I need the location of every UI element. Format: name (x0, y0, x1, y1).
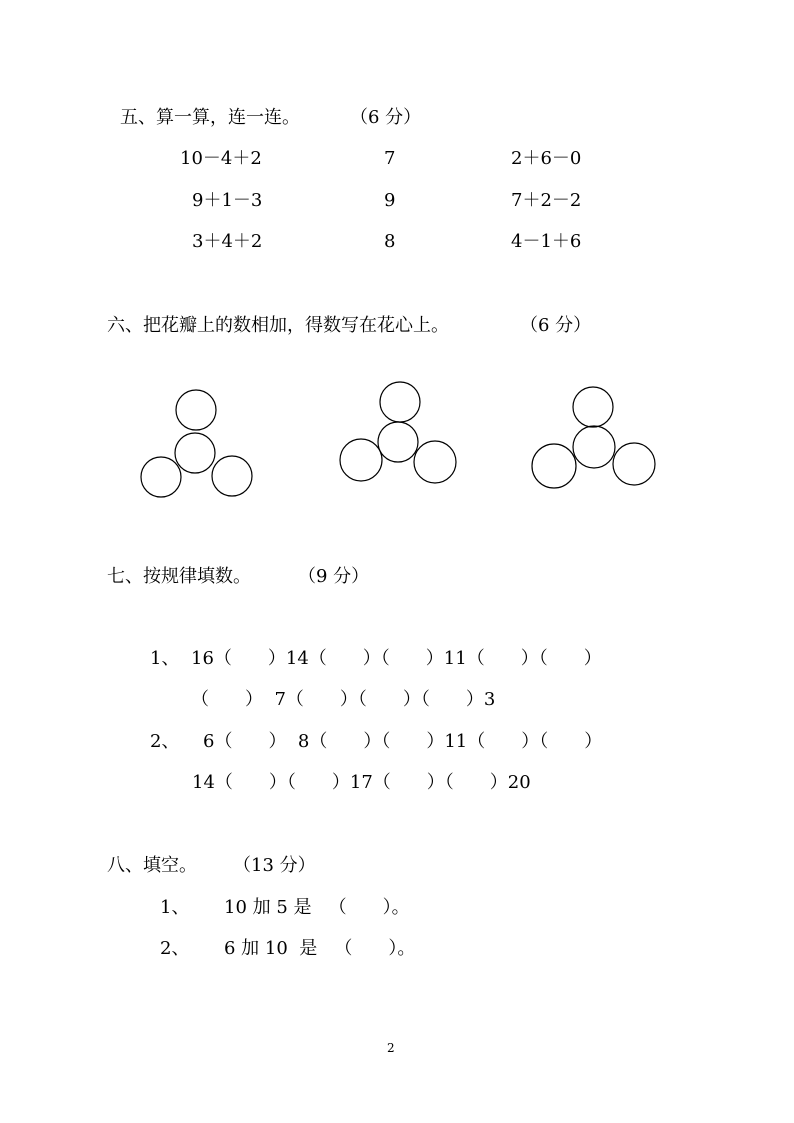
flower-3-petal-top[interactable] (573, 387, 613, 427)
section7-q2-number: 2、 (150, 731, 180, 752)
page-number: 2 (387, 1041, 395, 1055)
flower-2-petal-top[interactable] (380, 382, 420, 422)
section8-heading: 八、填空。 (107, 855, 197, 876)
section7-q2-line2[interactable]: 14（ ）（ ）17（ ）（ ）20 (192, 772, 531, 793)
flower-2-petal-right[interactable] (414, 441, 456, 483)
section5-left-expr-3: 3＋4＋2 (192, 231, 263, 252)
section7-q2-line1[interactable]: 6（ ） 8（ ）（ ）11（ ）（ ） (203, 731, 603, 752)
section5-right-expr-3: 4－1＋6 (511, 231, 582, 252)
section7-q1-line2[interactable]: （ ） 7（ ）（ ）（ ）3 (191, 689, 496, 710)
section5-heading: 五、算一算，连一连。 (120, 107, 300, 128)
section7-q1-line1[interactable]: 16（ ）14（ ）（ ）11（ ）（ ） (191, 648, 602, 669)
flower-1-center[interactable] (175, 433, 215, 473)
section5-middle-answer-2: 9 (384, 190, 396, 211)
flower-3-petal-left[interactable] (532, 444, 576, 488)
section7-heading: 七、按规律填数。 (107, 566, 251, 587)
section6-score: （6 分） (520, 315, 592, 336)
flower-1-petal-right[interactable] (212, 456, 252, 496)
section8-q2-text[interactable]: 6 加 10 是 （ ）。 (224, 938, 416, 959)
flower-1-petal-left[interactable] (141, 457, 181, 497)
section8-score: （13 分） (233, 855, 316, 876)
section5-score: （6 分） (350, 107, 422, 128)
section6-heading: 六、把花瓣上的数相加，得数写在花心上。 (107, 315, 449, 336)
flower-3-petal-right[interactable] (613, 443, 655, 485)
section5-middle-answer-1: 7 (384, 148, 396, 169)
section5-middle-answer-3: 8 (384, 231, 396, 252)
flower-1-petal-top[interactable] (176, 390, 216, 430)
flower-3-center[interactable] (573, 426, 615, 468)
section5-right-expr-2: 7＋2－2 (511, 190, 582, 211)
flower-2-center[interactable] (378, 422, 418, 462)
section8-q1-number: 1、 (160, 897, 190, 918)
flower-2-petal-left[interactable] (340, 439, 382, 481)
section8-q1-text[interactable]: 10 加 5 是 （ ）。 (224, 897, 410, 918)
section8-q2-number: 2、 (160, 938, 190, 959)
section7-score: （9 分） (298, 566, 370, 587)
section5-right-expr-1: 2＋6－0 (511, 148, 582, 169)
section7-q1-number: 1、 (150, 648, 180, 669)
section5-left-expr-2: 9＋1－3 (192, 190, 263, 211)
section5-left-expr-1: 10－4＋2 (180, 148, 262, 169)
